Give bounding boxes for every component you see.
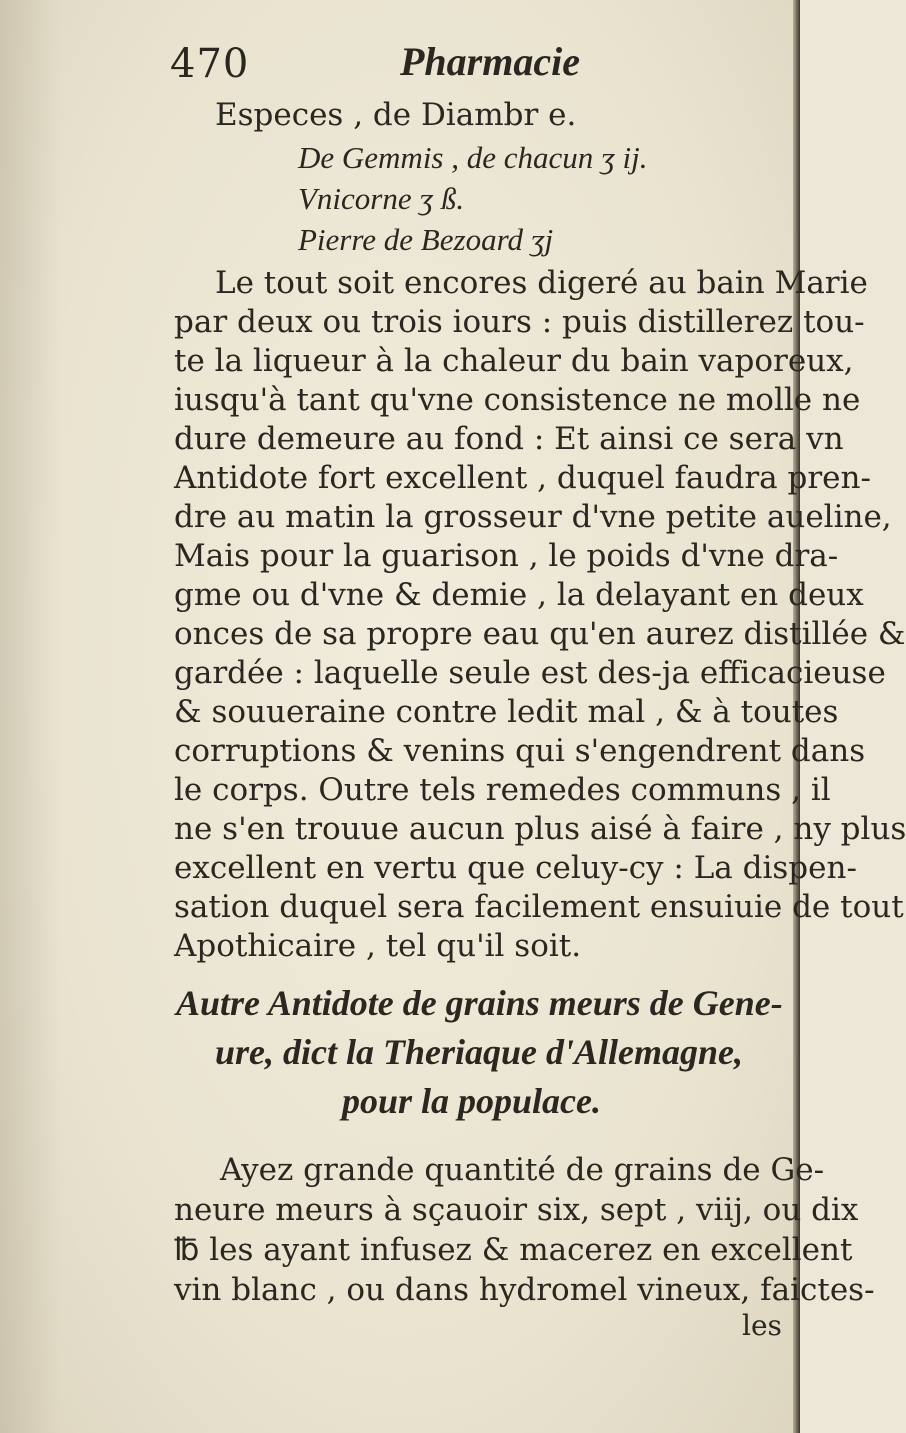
text-line: Mais pour la guarison , le poids d'vne dra- — [174, 538, 839, 574]
text-line: & souueraine contre ledit mal , & à toutes — [174, 694, 839, 730]
section-title-line: ure, dict la Theriaque d'Allemagne, — [215, 1032, 743, 1072]
gutter-shadow — [0, 0, 60, 1433]
text-line: par deux ou trois iours : puis distillerez tou- — [174, 304, 865, 340]
text-line: ℔ les ayant infusez & macerez en excellent — [174, 1232, 853, 1268]
text-line: excellent en vertu que celuy-cy : La dispen- — [174, 850, 857, 886]
recipe-line: Pierre de Bezoard ʒj — [298, 222, 554, 257]
text-line: Antidote fort excellent , duquel faudra pren- — [174, 460, 871, 496]
text-line: neure meurs à sçauoir six, sept , viij, ou dix — [174, 1192, 859, 1228]
recipe-line: Vnicorne ʒ ß. — [298, 181, 465, 216]
text-line: le corps. Outre tels remedes communs , il — [174, 772, 831, 808]
text-line: dre au matin la grosseur d'vne petite aueline, — [174, 499, 892, 535]
text-line: ne s'en trouue aucun plus aisé à faire , ny plus — [174, 811, 906, 847]
section-title-line: Autre Antidote de grains meurs de Gene- — [176, 983, 783, 1023]
text-line: dure demeure au fond : Et ainsi ce sera vn — [174, 421, 844, 457]
text-line: Le tout soit encores digeré au bain Marie — [215, 265, 868, 301]
page-number: 470 — [170, 41, 250, 87]
section-title-line: pour la populace. — [342, 1081, 602, 1121]
text-line: iusqu'à tant qu'vne consistence ne molle ne — [174, 382, 861, 418]
text-line: Apothicaire , tel qu'il soit. — [174, 928, 582, 964]
text-line: Ayez grande quantité de grains de Ge- — [220, 1152, 825, 1188]
text-line: gardée : laquelle seule est des-ja efficacieuse — [174, 655, 886, 691]
text-line: onces de sa propre eau qu'en aurez distillée & — [174, 616, 906, 652]
text-line: sation duquel sera facilement ensuiuie de tout — [174, 889, 904, 925]
text-line: corruptions & venins qui s'engendrent dans — [174, 733, 866, 769]
text-line: gme ou d'vne & demie , la delayant en deux — [174, 577, 864, 613]
recipe-line: De Gemmis , de chacun ʒ ij. — [298, 140, 648, 175]
running-title: Pharmacie — [400, 39, 580, 84]
recipe-line: Especes , de Diambr e. — [215, 97, 577, 133]
text-line: vin blanc , ou dans hydromel vineux, faictes- — [174, 1272, 875, 1308]
text-line: te la liqueur à la chaleur du bain vaporeux, — [174, 343, 854, 379]
catchword: les — [742, 1309, 782, 1342]
